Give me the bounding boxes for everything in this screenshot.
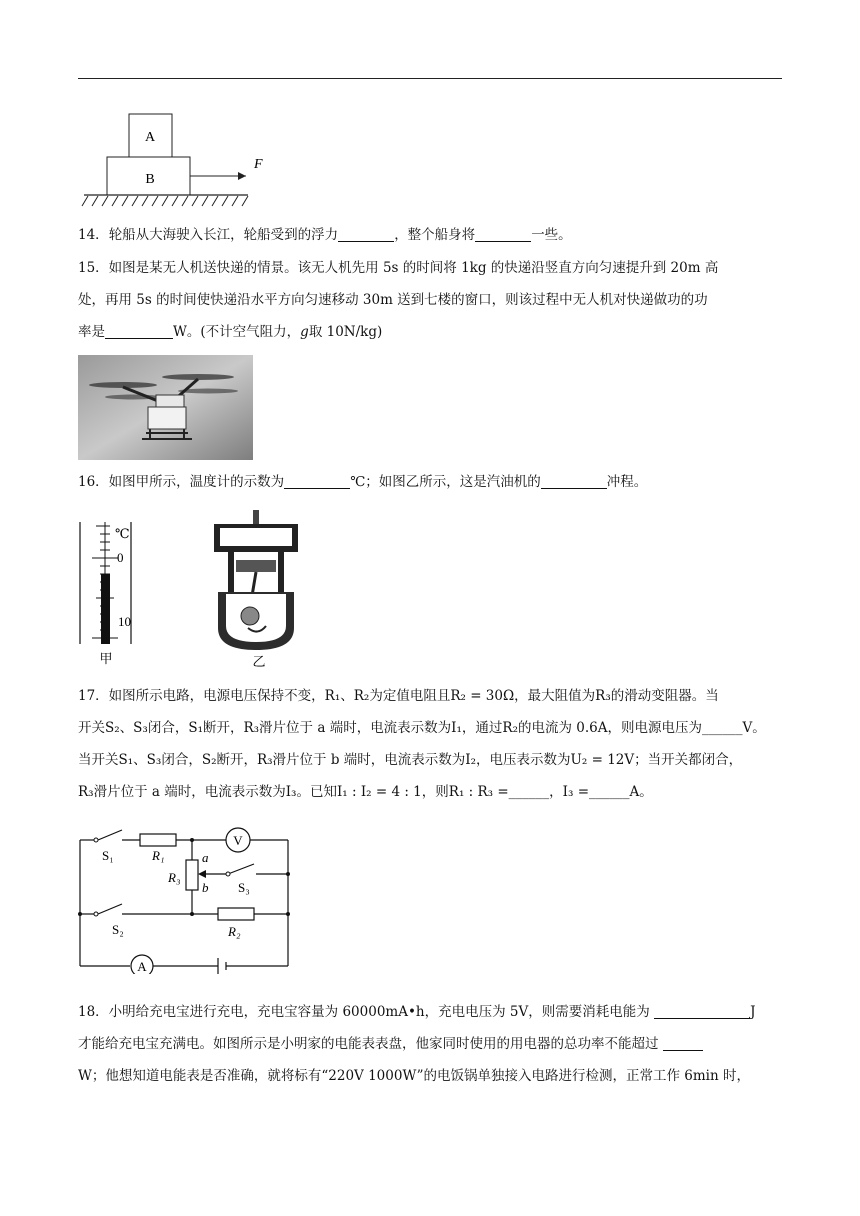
caption-jia: 甲 <box>99 651 113 666</box>
q17-line-1: 17．如图所示电路，电源电压保持不变，R₁、R₂为定值电阻且R₂ = 30Ω，最大阻值为R₃的滑动变阻器。当 <box>78 688 719 704</box>
label-s2: S₂ <box>112 922 124 937</box>
engine-figure <box>206 508 306 670</box>
label-r1: R₁ <box>152 848 165 863</box>
q18-line-3: W；他想知道电能表是否准确，就将标有“220V 1000W”的电饭锅单独接入电路进行检测，正常工作 6min 时， <box>78 1068 750 1084</box>
q14-text-3: 一些。 <box>531 227 572 243</box>
label-r3: R₃ <box>168 870 181 885</box>
block-force-figure <box>78 110 278 210</box>
label-voltmeter: V <box>233 833 243 848</box>
question-18 <box>78 996 784 1092</box>
q18-line-2: 才能给充电宝充满电。如图所示是小明家的电能表表盘，他家同时使用的用电器的总功率不能超过 <box>78 1028 784 1060</box>
ground-hatching <box>82 196 248 206</box>
question-17 <box>78 680 784 808</box>
label-b: B <box>145 172 155 187</box>
label-ammeter: A <box>137 959 147 974</box>
q14-blank-1[interactable] <box>338 225 394 242</box>
q16-blank-2[interactable] <box>541 472 607 489</box>
drone-photo <box>78 355 253 460</box>
question-15 <box>78 252 784 348</box>
q15-line-3: 率是 W。(不计空气阻力，g取 10N/kg) <box>78 324 383 340</box>
caption-yi: 乙 <box>252 654 266 669</box>
question-16 <box>78 466 784 498</box>
q15-line-2: 处，再用 5s 的时间使快递沿水平方向匀速移动 30m 送到七楼的窗口，则该过程中无人机对快递做功的功 <box>78 292 708 308</box>
label-b-end: b <box>202 880 209 895</box>
label-r2: R₂ <box>228 924 241 939</box>
q15-line-1: 15．如图是某无人机送快递的情景。该无人机先用 5s 的时间将 1kg 的快递沿竖直方向匀速提升到 20m 高 <box>78 260 719 276</box>
q14-text-2: ，整个船身将 <box>394 227 476 243</box>
q14-blank-2[interactable] <box>475 225 531 242</box>
label-a-end: a <box>202 850 209 865</box>
q16-blank-1[interactable] <box>284 472 350 489</box>
q15-blank[interactable] <box>105 322 173 339</box>
question-14 <box>78 219 784 251</box>
circuit-diagram <box>78 822 293 974</box>
force-arrow-head <box>238 172 246 180</box>
q16-text-1: 16．如图甲所示，温度计的示数为 <box>78 474 285 490</box>
q17-line-2: 开关S₂、S₃闭合，S₁断开，R₃滑片位于 a 端时，电流表示数为I₁，通过R₂的电流为 0.6A，则电源电压为______V。 <box>78 720 766 736</box>
thermometer-figure <box>78 518 158 670</box>
q16-text-2: ℃；如图乙所示，这是汽油机的 <box>350 474 541 490</box>
thermometer-unit: ℃ <box>115 526 130 541</box>
q14-number: 14． <box>78 227 109 243</box>
header-rule <box>78 78 782 79</box>
label-a: A <box>144 130 156 145</box>
q17-line-3: 当开关S₁、S₃闭合，S₂断开，R₃滑片位于 b 端时，电流表示数为I₂，电压表示数为U₂ = 12V；当开关都闭合， <box>78 752 743 768</box>
q18-blank-2[interactable] <box>663 1034 703 1051</box>
q18-line-1: 18．小明给充电宝进行充电，充电宝容量为 60000mA•h，充电电压为 5V，则需要消耗电能为 J <box>78 1004 756 1020</box>
label-s3: S₃ <box>238 880 250 895</box>
q16-text-3: 冲程。 <box>606 474 648 490</box>
q14-text-1: 轮船从大海驶入长江，轮船受到的浮力 <box>108 227 339 243</box>
thermometer-liquid <box>101 574 110 644</box>
thermometer-tick-10: 10 <box>118 614 131 629</box>
label-s1: S₁ <box>102 848 114 863</box>
label-f: F <box>254 157 263 172</box>
thermometer-tick-0: 0 <box>117 550 124 565</box>
q18-blank-1[interactable] <box>654 1002 750 1019</box>
slider-arrow <box>198 870 206 878</box>
q17-line-4: R₃滑片位于 a 端时，电流表示数为I₃。已知I₁ : I₂ = 4 : 1，则R₁ : R₃ =______，I₃ =______A。 <box>78 784 653 800</box>
